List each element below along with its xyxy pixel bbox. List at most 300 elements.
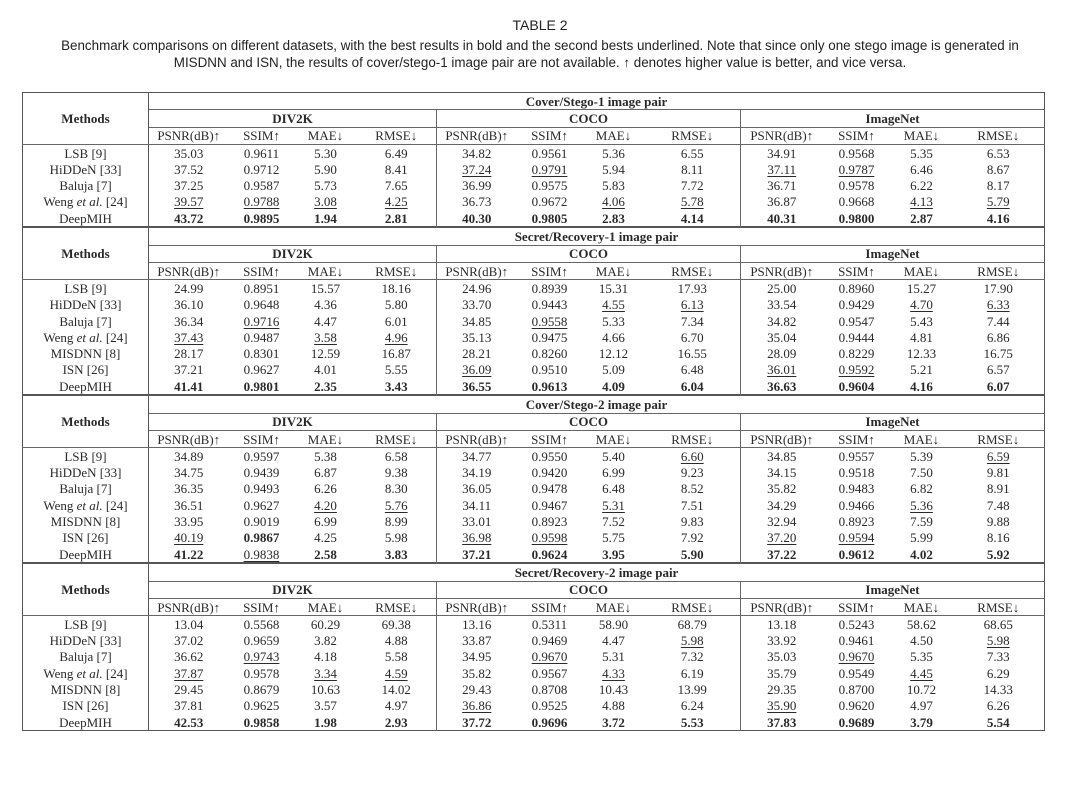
metric-header: MAE↓ xyxy=(891,262,953,279)
value: 6.01 xyxy=(384,313,408,329)
value-cell xyxy=(583,649,645,665)
method-cell xyxy=(23,481,149,497)
method-name: HiDDeN xyxy=(49,161,97,177)
value-cell xyxy=(229,280,295,297)
value: 5.33 xyxy=(602,313,625,329)
method-name: DeepMIH xyxy=(59,378,112,394)
value-cell xyxy=(437,345,517,361)
methods-header: Methods xyxy=(23,564,149,616)
value: 5.39 xyxy=(910,448,933,464)
table-row xyxy=(23,633,1045,649)
value: 8.67 xyxy=(986,161,1010,177)
value-cell xyxy=(741,616,823,633)
method-name: LSB xyxy=(64,448,89,464)
pair-title: Secret/Recovery-2 image pair xyxy=(149,564,1045,581)
value-cell xyxy=(953,161,1045,177)
metric-header: MAE↓ xyxy=(295,127,357,144)
value: 10.63 xyxy=(310,682,341,698)
value-cell xyxy=(741,448,823,465)
method-ref: [9] xyxy=(88,280,107,296)
value: 34.85 xyxy=(767,448,797,464)
value-cell xyxy=(517,530,583,546)
method-name: Weng xyxy=(43,329,77,345)
value-cell xyxy=(149,313,229,329)
value-cell xyxy=(229,313,295,329)
value-cell xyxy=(437,530,517,546)
value-cell xyxy=(295,546,357,563)
value-cell xyxy=(741,546,823,563)
best-value: 0.9801 xyxy=(243,378,280,394)
value: 0.9461 xyxy=(838,633,875,649)
dataset-header: ImageNet xyxy=(741,581,1045,598)
method-name: Weng xyxy=(43,497,77,513)
value-cell xyxy=(583,297,645,313)
second-best-value: 4.59 xyxy=(384,665,408,681)
value-cell xyxy=(823,530,891,546)
method-cell xyxy=(23,378,149,395)
value-cell xyxy=(229,329,295,345)
second-best-value: 4.25 xyxy=(384,194,408,210)
value: 35.82 xyxy=(767,481,797,497)
value: 37.21 xyxy=(174,362,204,378)
table-row xyxy=(23,345,1045,361)
value-cell xyxy=(583,280,645,297)
value: 0.9659 xyxy=(243,633,280,649)
value: 34.75 xyxy=(174,465,204,481)
metric-header: RMSE↓ xyxy=(953,430,1045,447)
value-cell xyxy=(741,177,823,193)
value-cell xyxy=(645,194,741,210)
table-caption: Benchmark comparisons on different datasets, with the best results in bold and the second bests underlined. Note that since only one stego image is generated in MISDNN and ISN, the results of cover/stego-1 image pair are not available. ↑ denotes higher value is better, and vice versa. xyxy=(61,38,1019,70)
method-cell xyxy=(23,297,149,313)
value: 5.35 xyxy=(910,649,933,665)
value-cell xyxy=(645,144,741,161)
method-cell xyxy=(23,616,149,633)
value-cell xyxy=(437,481,517,497)
value-cell xyxy=(891,497,953,513)
method-name: LSB xyxy=(64,280,89,296)
best-value: 4.16 xyxy=(910,378,933,394)
value-cell xyxy=(891,280,953,297)
value: 5.38 xyxy=(314,448,337,464)
method-cell xyxy=(23,313,149,329)
value-cell xyxy=(517,465,583,481)
value-cell xyxy=(295,144,357,161)
value-cell xyxy=(741,714,823,731)
value-cell xyxy=(823,513,891,529)
value-cell xyxy=(645,345,741,361)
value: 36.05 xyxy=(462,481,492,497)
value: 28.21 xyxy=(462,346,492,362)
second-best-value: 0.9670 xyxy=(838,649,875,665)
value-cell xyxy=(229,698,295,714)
table-row xyxy=(23,448,1045,465)
value: 68.65 xyxy=(983,616,1013,632)
value-cell xyxy=(229,481,295,497)
value-cell xyxy=(823,448,891,465)
value: 5.99 xyxy=(910,530,933,546)
value: 0.9561 xyxy=(531,145,568,161)
value-cell xyxy=(891,144,953,161)
value-cell xyxy=(891,616,953,633)
table-row xyxy=(23,649,1045,665)
value-cell xyxy=(357,465,437,481)
value-cell xyxy=(823,161,891,177)
table-row xyxy=(23,161,1045,177)
method-name: MISDNN xyxy=(50,682,102,698)
value-cell xyxy=(517,378,583,395)
value-cell xyxy=(437,665,517,681)
value-cell xyxy=(295,513,357,529)
value-cell xyxy=(517,546,583,563)
value-cell xyxy=(229,210,295,227)
value: 16.75 xyxy=(983,346,1013,362)
metric-header: MAE↓ xyxy=(295,262,357,279)
value-cell xyxy=(645,681,741,697)
second-best-value: 35.90 xyxy=(767,698,797,714)
value: 12.33 xyxy=(906,346,937,362)
value-cell xyxy=(741,144,823,161)
value-cell xyxy=(645,497,741,513)
value: 24.96 xyxy=(462,280,492,296)
dataset-header-row xyxy=(23,245,1045,262)
method-cell xyxy=(23,698,149,714)
second-best-value: 37.11 xyxy=(767,161,797,177)
value: 4.97 xyxy=(910,698,933,714)
second-best-value: 37.87 xyxy=(174,665,204,681)
value: 7.52 xyxy=(602,514,625,530)
method-cell xyxy=(23,329,149,345)
value-cell xyxy=(517,481,583,497)
method-name: MISDNN xyxy=(50,514,102,530)
value: 0.8960 xyxy=(838,280,875,296)
value-cell xyxy=(741,481,823,497)
method-cell xyxy=(23,714,149,731)
value-cell xyxy=(229,497,295,513)
value-cell xyxy=(357,698,437,714)
best-value: 3.79 xyxy=(910,714,933,730)
methods-header: Methods xyxy=(23,93,149,145)
best-value: 0.9805 xyxy=(531,210,568,226)
block-header-row xyxy=(23,564,1045,581)
method-et-al: et al. xyxy=(76,194,103,210)
value: 5.80 xyxy=(384,297,408,313)
value: 18.16 xyxy=(381,280,411,296)
value-cell xyxy=(645,530,741,546)
value-cell xyxy=(295,616,357,633)
value-cell xyxy=(149,616,229,633)
method-et-al: et al. xyxy=(76,329,103,345)
metric-header: RMSE↓ xyxy=(645,598,741,615)
value-cell xyxy=(295,665,357,681)
method-cell xyxy=(23,513,149,529)
value: 4.36 xyxy=(314,297,337,313)
value-cell xyxy=(583,378,645,395)
method-ref: [26] xyxy=(83,530,109,546)
method-name: Baluja xyxy=(59,481,94,497)
method-ref: [7] xyxy=(93,649,112,665)
metric-header: MAE↓ xyxy=(295,598,357,615)
table-row xyxy=(23,465,1045,481)
value-cell xyxy=(741,297,823,313)
value: 6.53 xyxy=(986,145,1010,161)
table-row xyxy=(23,297,1045,313)
value-cell xyxy=(149,177,229,193)
best-value: 40.31 xyxy=(767,210,797,226)
table-row xyxy=(23,362,1045,378)
value: 0.9578 xyxy=(838,178,875,194)
value: 34.85 xyxy=(462,313,492,329)
value-cell xyxy=(357,546,437,563)
value: 0.9487 xyxy=(243,329,280,345)
second-best-value: 40.19 xyxy=(174,530,204,546)
value: 0.9510 xyxy=(531,362,568,378)
table-row xyxy=(23,497,1045,513)
best-value: 0.9696 xyxy=(531,714,568,730)
method-ref: [24] xyxy=(102,497,128,513)
value: 6.46 xyxy=(910,161,933,177)
dataset-header: COCO xyxy=(437,245,741,262)
value: 36.62 xyxy=(174,649,204,665)
best-value: 42.53 xyxy=(174,714,204,730)
value: 36.71 xyxy=(767,178,797,194)
second-best-value: 6.59 xyxy=(986,448,1010,464)
metric-header: PSNR(dB)↑ xyxy=(437,598,517,615)
value-cell xyxy=(645,210,741,227)
value: 16.87 xyxy=(381,346,411,362)
method-ref: [24] xyxy=(102,194,128,210)
value-cell xyxy=(645,280,741,297)
value-cell xyxy=(583,329,645,345)
value-cell xyxy=(823,297,891,313)
second-best-value: 0.9594 xyxy=(838,530,875,546)
value: 7.72 xyxy=(680,178,704,194)
value: 0.9578 xyxy=(243,665,280,681)
value-cell xyxy=(891,362,953,378)
value: 0.9493 xyxy=(243,481,280,497)
method-cell xyxy=(23,681,149,697)
method-name: DeepMIH xyxy=(59,546,112,562)
value: 29.43 xyxy=(462,682,492,698)
method-et-al: et al. xyxy=(76,497,103,513)
value: 6.48 xyxy=(602,481,625,497)
value: 0.9429 xyxy=(838,297,875,313)
value: 6.19 xyxy=(680,665,704,681)
value-cell xyxy=(149,378,229,395)
best-value: 4.14 xyxy=(680,210,704,226)
value-cell xyxy=(149,698,229,714)
value-cell xyxy=(583,616,645,633)
value-cell xyxy=(953,448,1045,465)
metric-header: SSIM↑ xyxy=(229,598,295,615)
best-value: 3.83 xyxy=(384,546,408,562)
value-cell xyxy=(295,280,357,297)
method-cell xyxy=(23,649,149,665)
value-cell xyxy=(149,362,229,378)
value: 13.99 xyxy=(677,682,707,698)
metric-header: SSIM↑ xyxy=(823,127,891,144)
value: 28.17 xyxy=(174,346,204,362)
value-cell xyxy=(437,448,517,465)
metric-header-row xyxy=(23,127,1045,144)
value: 36.10 xyxy=(174,297,204,313)
value-cell xyxy=(891,448,953,465)
value: 17.93 xyxy=(677,280,707,296)
value-cell xyxy=(437,362,517,378)
dataset-header: ImageNet xyxy=(741,245,1045,262)
value: 4.47 xyxy=(314,313,337,329)
value: 5.31 xyxy=(602,649,625,665)
value: 9.83 xyxy=(680,514,704,530)
value-cell xyxy=(953,177,1045,193)
value-cell xyxy=(953,378,1045,395)
metric-header: RMSE↓ xyxy=(357,262,437,279)
value-cell xyxy=(517,513,583,529)
method-name: DeepMIH xyxy=(59,210,112,226)
value-cell xyxy=(741,329,823,345)
best-value: 0.9858 xyxy=(243,714,280,730)
method-cell xyxy=(23,546,149,563)
value: 35.82 xyxy=(462,665,492,681)
value-cell xyxy=(891,481,953,497)
dataset-header: COCO xyxy=(437,110,741,127)
value-cell xyxy=(229,448,295,465)
value: 0.9625 xyxy=(243,698,280,714)
value-cell xyxy=(741,665,823,681)
value-cell xyxy=(149,280,229,297)
value: 8.52 xyxy=(680,481,704,497)
metric-header: SSIM↑ xyxy=(823,430,891,447)
value-cell xyxy=(437,714,517,731)
value-cell xyxy=(295,161,357,177)
value-cell xyxy=(645,513,741,529)
method-ref: [33] xyxy=(96,465,122,481)
value: 6.70 xyxy=(680,329,704,345)
value-cell xyxy=(953,345,1045,361)
method-ref: [26] xyxy=(83,362,109,378)
second-best-value: 37.24 xyxy=(462,161,492,177)
value: 58.62 xyxy=(906,616,937,632)
method-ref: [24] xyxy=(102,329,128,345)
methods-header: Methods xyxy=(23,396,149,448)
second-best-value: 5.98 xyxy=(680,633,704,649)
value: 7.44 xyxy=(986,313,1010,329)
method-name: ISN xyxy=(62,698,84,714)
value-cell xyxy=(149,161,229,177)
value-cell xyxy=(891,714,953,731)
value: 15.27 xyxy=(906,280,937,296)
value: 10.43 xyxy=(598,682,629,698)
value-cell xyxy=(517,280,583,297)
second-best-value: 4.55 xyxy=(602,297,625,313)
method-name: HiDDeN xyxy=(49,465,97,481)
value-cell xyxy=(517,362,583,378)
value: 15.31 xyxy=(598,280,629,296)
value: 6.99 xyxy=(602,465,625,481)
second-best-value: 0.9791 xyxy=(531,161,568,177)
method-cell xyxy=(23,144,149,161)
value: 3.57 xyxy=(314,698,337,714)
value: 6.26 xyxy=(314,481,337,497)
value: 4.01 xyxy=(314,362,337,378)
value-cell xyxy=(583,681,645,697)
value-cell xyxy=(229,530,295,546)
second-best-value: 6.13 xyxy=(680,297,704,313)
value-cell xyxy=(891,177,953,193)
value: 34.82 xyxy=(462,145,492,161)
value-cell xyxy=(953,210,1045,227)
value-cell xyxy=(149,144,229,161)
value-cell xyxy=(229,194,295,210)
value-cell xyxy=(437,465,517,481)
value: 15.57 xyxy=(310,280,341,296)
metric-header: MAE↓ xyxy=(891,430,953,447)
value-cell xyxy=(583,448,645,465)
value: 34.11 xyxy=(462,497,492,513)
table-row xyxy=(23,313,1045,329)
value: 5.58 xyxy=(384,649,408,665)
value: 0.9568 xyxy=(838,145,875,161)
metric-header: SSIM↑ xyxy=(517,598,583,615)
value-cell xyxy=(645,714,741,731)
value: 34.15 xyxy=(767,465,797,481)
second-best-value: 3.08 xyxy=(314,194,337,210)
value: 33.54 xyxy=(767,297,797,313)
best-value: 2.81 xyxy=(384,210,408,226)
value: 0.8923 xyxy=(531,514,568,530)
value: 36.73 xyxy=(462,194,492,210)
value: 34.82 xyxy=(767,313,797,329)
value-cell xyxy=(295,649,357,665)
value: 34.19 xyxy=(462,465,492,481)
value: 4.18 xyxy=(314,649,337,665)
value: 14.33 xyxy=(983,682,1013,698)
metric-header: RMSE↓ xyxy=(357,430,437,447)
second-best-value: 5.36 xyxy=(910,497,933,513)
value-cell xyxy=(823,714,891,731)
value-cell xyxy=(437,649,517,665)
value: 6.86 xyxy=(986,329,1010,345)
value-cell xyxy=(229,297,295,313)
value-cell xyxy=(741,530,823,546)
value-cell xyxy=(229,465,295,481)
second-best-value: 36.09 xyxy=(462,362,492,378)
best-value: 0.9604 xyxy=(838,378,875,394)
value: 0.9712 xyxy=(243,161,280,177)
metric-header-row xyxy=(23,598,1045,615)
value: 5.21 xyxy=(910,362,933,378)
value: 9.88 xyxy=(986,514,1010,530)
value-cell xyxy=(823,362,891,378)
metric-header: MAE↓ xyxy=(891,598,953,615)
value: 29.35 xyxy=(767,682,797,698)
method-cell xyxy=(23,465,149,481)
value: 13.04 xyxy=(174,616,204,632)
value-cell xyxy=(645,161,741,177)
best-value: 4.02 xyxy=(910,546,933,562)
value-cell xyxy=(741,698,823,714)
metric-header: PSNR(dB)↑ xyxy=(149,430,229,447)
value-cell xyxy=(823,481,891,497)
value-cell xyxy=(149,513,229,529)
value: 69.38 xyxy=(381,616,411,632)
value-cell xyxy=(823,681,891,697)
value: 0.9467 xyxy=(531,497,568,513)
value: 37.02 xyxy=(174,633,204,649)
best-value: 5.92 xyxy=(986,546,1010,562)
second-best-value: 5.78 xyxy=(680,194,704,210)
value-cell xyxy=(953,297,1045,313)
